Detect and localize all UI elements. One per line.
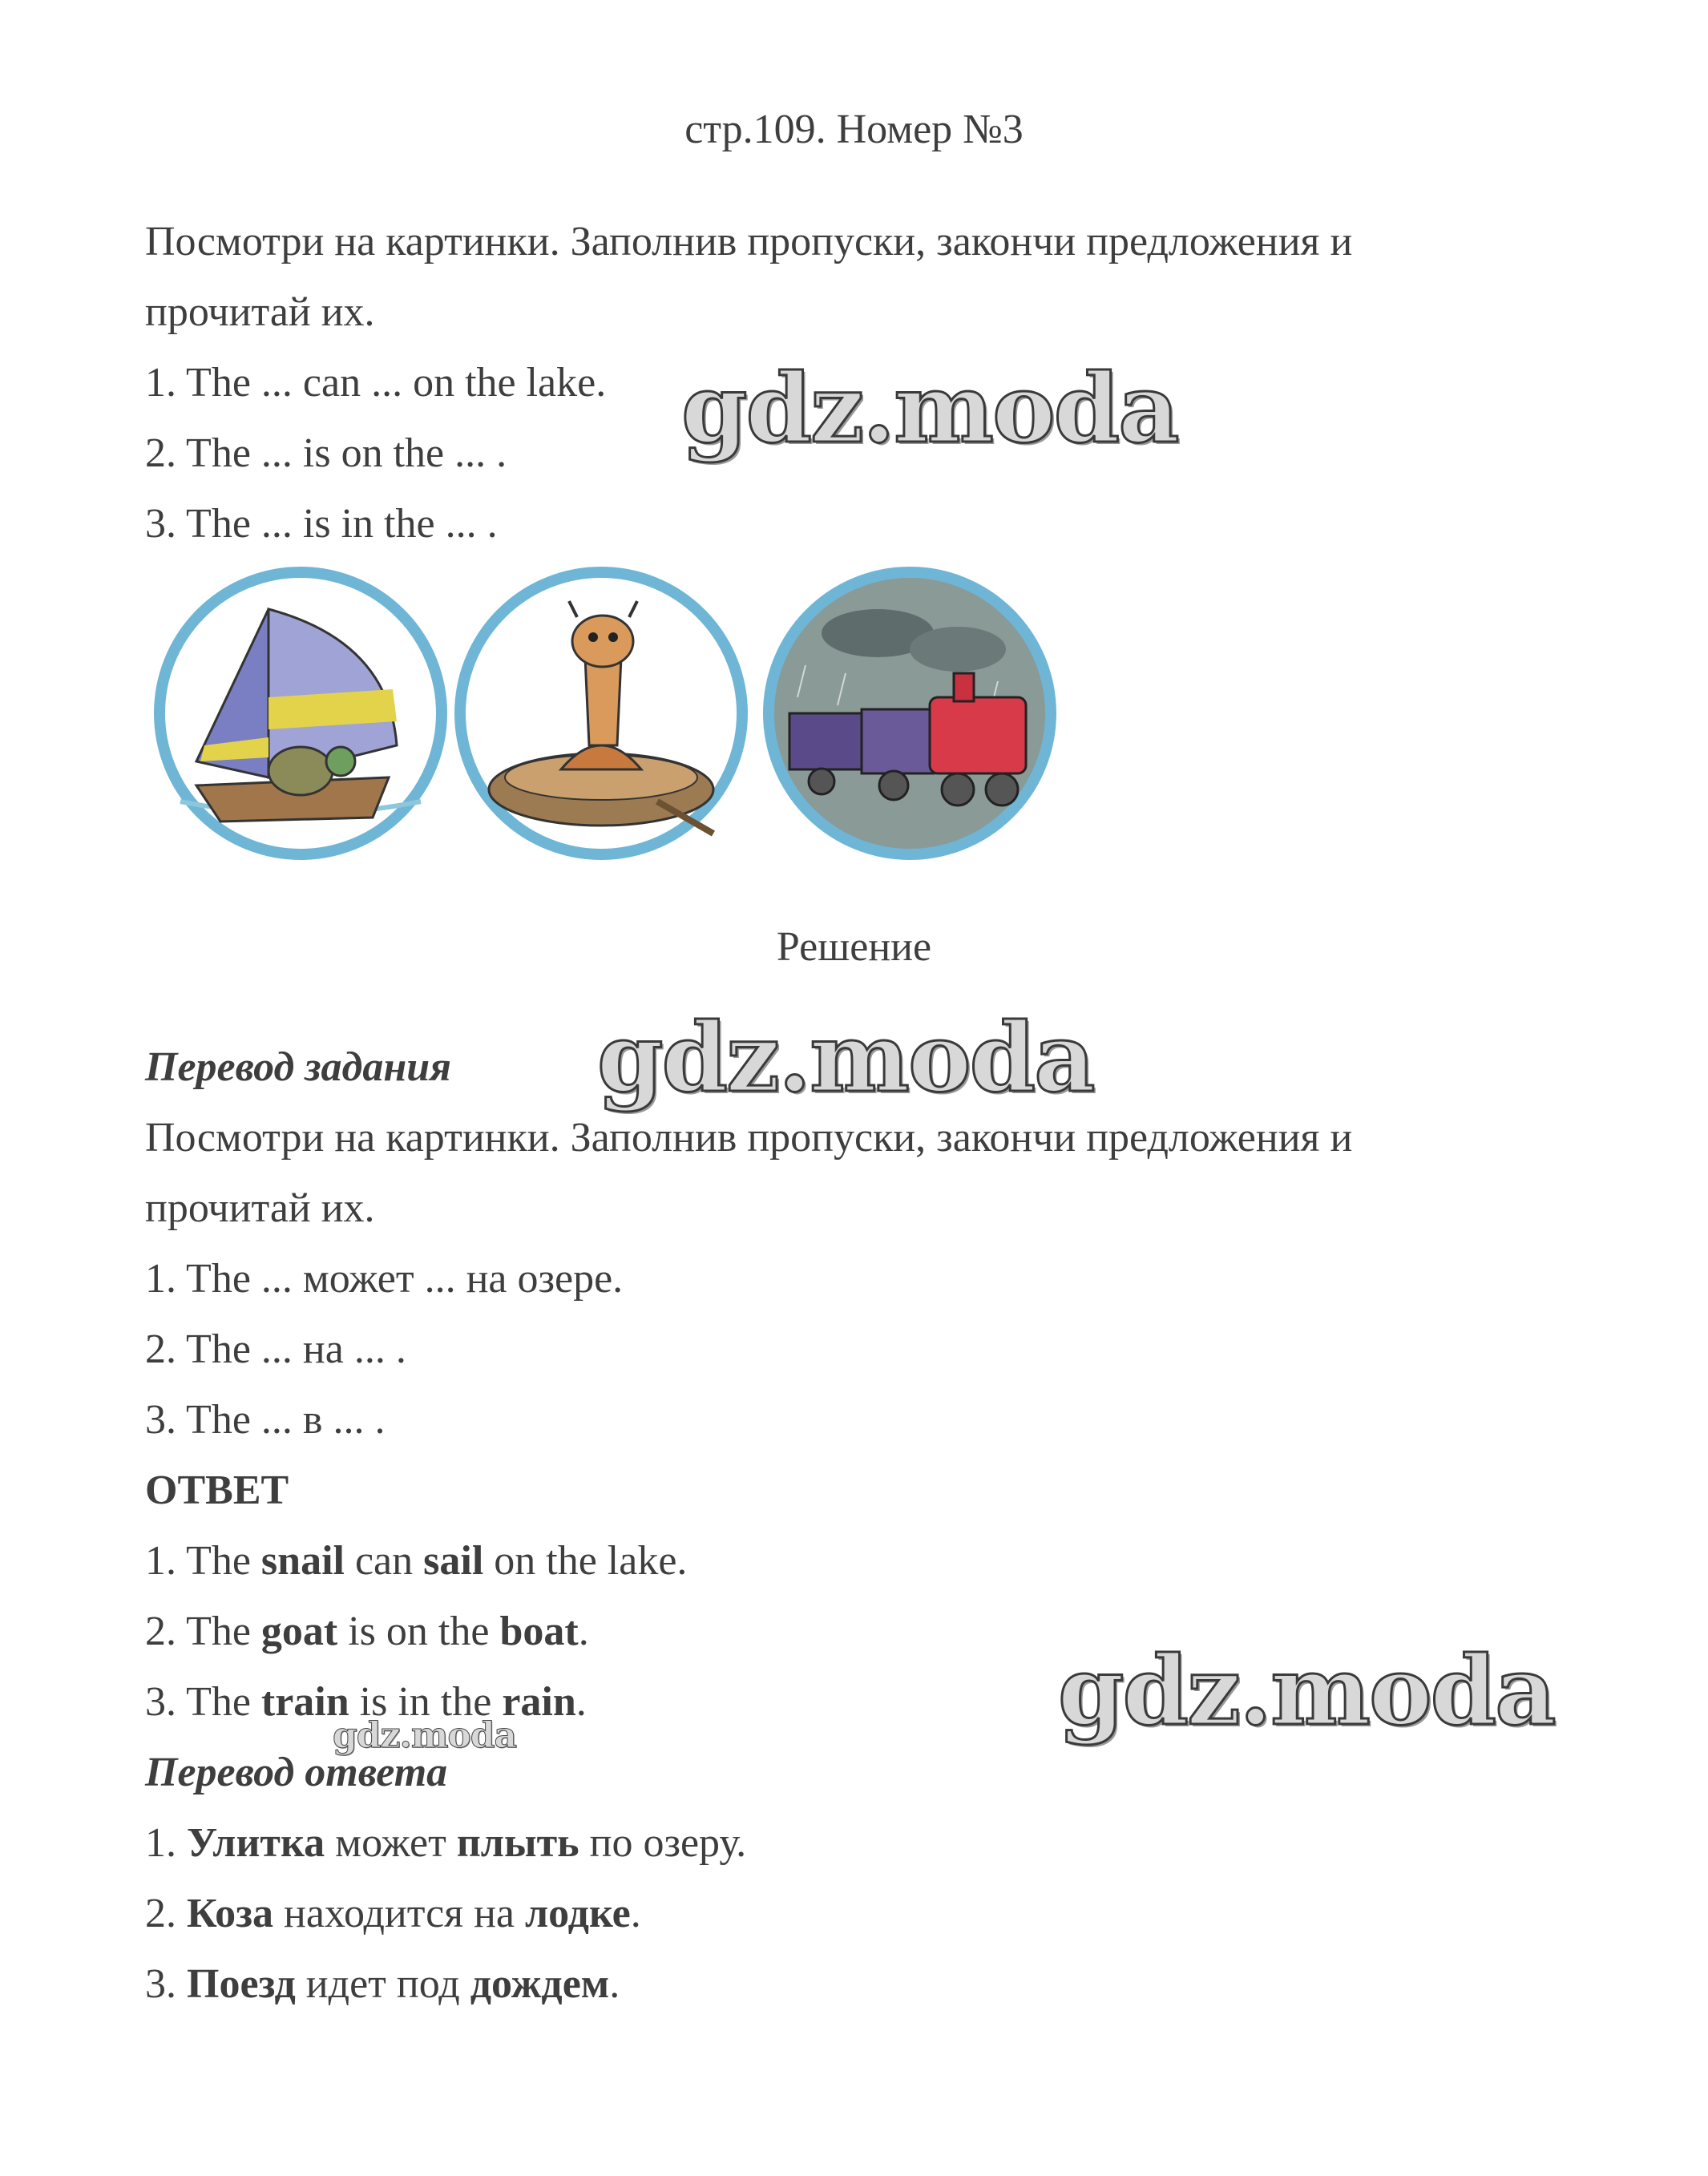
page-title: стр.109. Номер №3 bbox=[684, 107, 1024, 152]
translated-sentence-1: 1. The ... может ... на озере. bbox=[145, 1256, 624, 1302]
answer-translation-2: 2. Коза находится на лодке. bbox=[145, 1891, 641, 1936]
solution-heading: Решение bbox=[776, 924, 932, 970]
translated-sentence-3: 3. The ... в ... . bbox=[145, 1397, 386, 1443]
goat-in-boat-icon bbox=[449, 561, 753, 866]
train-in-rain-icon bbox=[757, 561, 1062, 866]
task-sentence-2: 2. The ... is on the ... . bbox=[145, 430, 507, 476]
answer-line-3: 3. The train is in the rain. bbox=[145, 1679, 587, 1725]
task-sentence-3: 3. The ... is in the ... . bbox=[145, 501, 498, 547]
answer-translation-heading: Перевод ответа bbox=[145, 1750, 448, 1795]
task-instruction-line2: прочитай их. bbox=[145, 289, 375, 335]
answer-heading: ОТВЕТ bbox=[145, 1467, 289, 1513]
watermark-middle: gdz.moda bbox=[597, 1002, 1094, 1113]
watermark-small: gdz.moda bbox=[333, 1715, 517, 1756]
solution-instruction-line2: прочитай их. bbox=[145, 1185, 375, 1231]
translated-sentence-2: 2. The ... на ... . bbox=[145, 1326, 406, 1372]
watermark-bottom-right: gdz.moda bbox=[1058, 1635, 1555, 1746]
answer-translation-3: 3. Поезд идет под дождем. bbox=[145, 1961, 620, 2007]
task-sentence-1: 1. The ... can ... on the lake. bbox=[145, 360, 607, 406]
watermark-top: gdz.moda bbox=[681, 353, 1178, 464]
answer-translation-1: 1. Улитка может плыть по озеру. bbox=[145, 1820, 747, 1866]
answer-line-2: 2. The goat is on the boat. bbox=[145, 1609, 589, 1654]
task-instruction-line1: Посмотри на картинки. Заполнив пропуски, закончи предложения и bbox=[145, 219, 1353, 264]
solution-instruction-line1: Посмотри на картинки. Заполнив пропуски, закончи предложения и bbox=[145, 1115, 1353, 1161]
answer-line-1: 1. The snail can sail on the lake. bbox=[145, 1538, 688, 1584]
snail-sailboat-icon bbox=[148, 561, 453, 866]
translation-heading: Перевод задания bbox=[145, 1044, 451, 1090]
